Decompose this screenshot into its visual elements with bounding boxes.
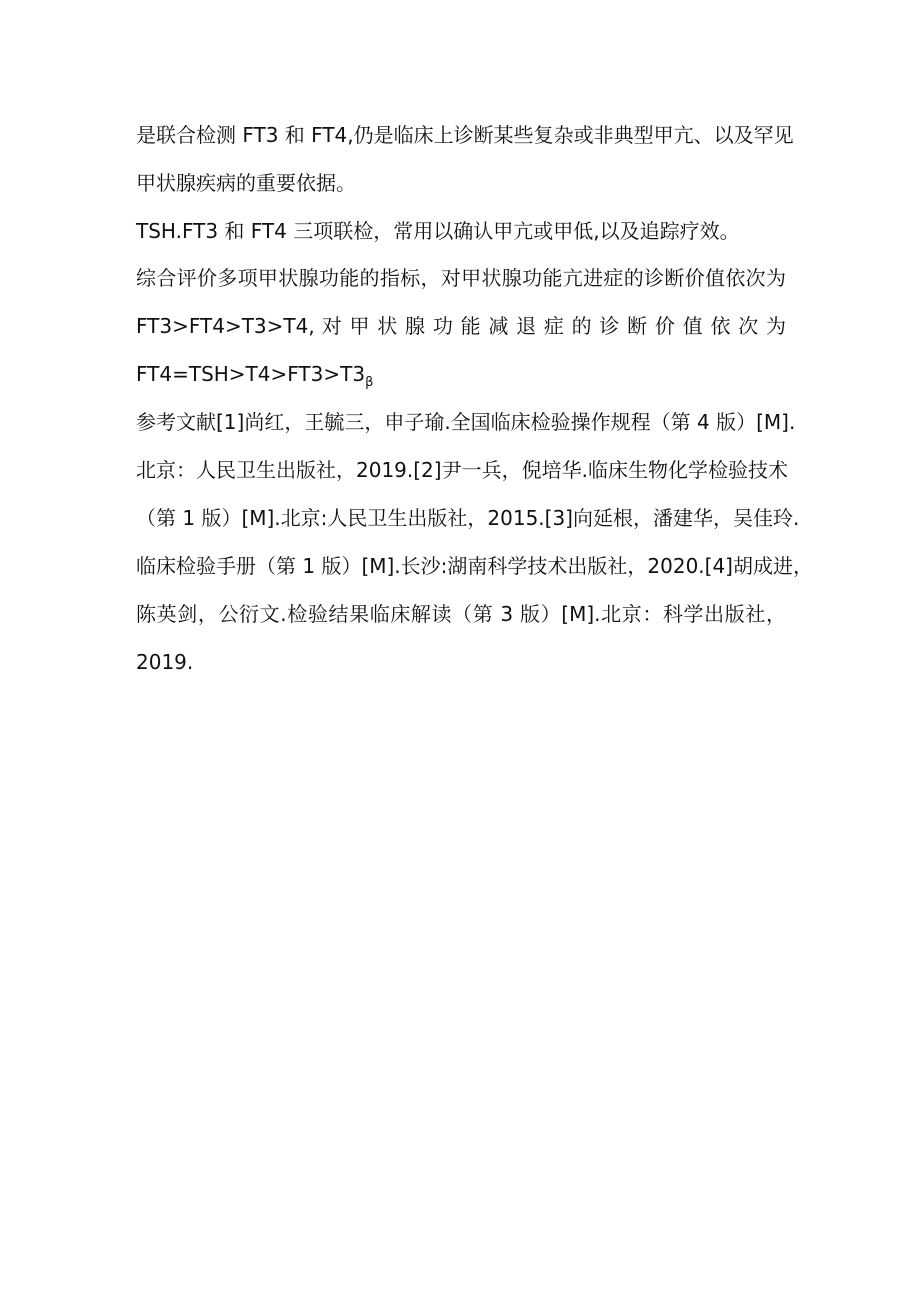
paragraph-3-line-2: FT3>FT4>T3>T4, 对 甲 状 腺 功 能 减 退 症 的 诊 断 价 值 依 次 为 bbox=[136, 314, 786, 338]
paragraph-1-line-2: 甲状腺疾病的重要依据。 bbox=[136, 171, 356, 195]
reference-line-6: 2019. bbox=[136, 650, 194, 674]
paragraph-1-line-1: 是联合检测 FT3 和 FT4,仍是临床上诊断某些复杂或非典型甲亢、以及罕见 bbox=[136, 123, 794, 147]
reference-line-2: 北京：人民卫生出版社，2019.[2]尹一兵，倪培华.临床生物化学检验技术 bbox=[136, 458, 788, 482]
reference-line-4: 临床检验手册（第 1 版）[M].长沙:湖南科学技术出版社，2020.[4]胡成进， bbox=[136, 554, 813, 578]
reference-line-5: 陈英剑，公衍文.检验结果临床解读（第 3 版）[M].北京：科学出版社， bbox=[136, 602, 786, 626]
reference-line-3: （第 1 版）[M].北京:人民卫生出版社，2015.[3]向延根，潘建华，吴佳玲. bbox=[136, 506, 800, 530]
paragraph-3-line-3 bbox=[136, 361, 373, 391]
reference-line-1: 参考文献[1]尚红，王毓三，申子瑜.全国临床检验操作规程（第 4 版）[M]. bbox=[136, 410, 796, 434]
paragraph-2-line-1: TSH.FT3 和 FT4 三项联检，常用以确认甲亢或甲低,以及追踪疗效。 bbox=[136, 219, 740, 243]
formula-subscript: β bbox=[365, 375, 374, 390]
formula-text: FT4=TSH>T4>FT3>T3 bbox=[136, 362, 366, 386]
paragraph-3-line-1: 综合评价多项甲状腺功能的指标，对甲状腺功能亢进症的诊断价值依次为 bbox=[136, 266, 786, 290]
